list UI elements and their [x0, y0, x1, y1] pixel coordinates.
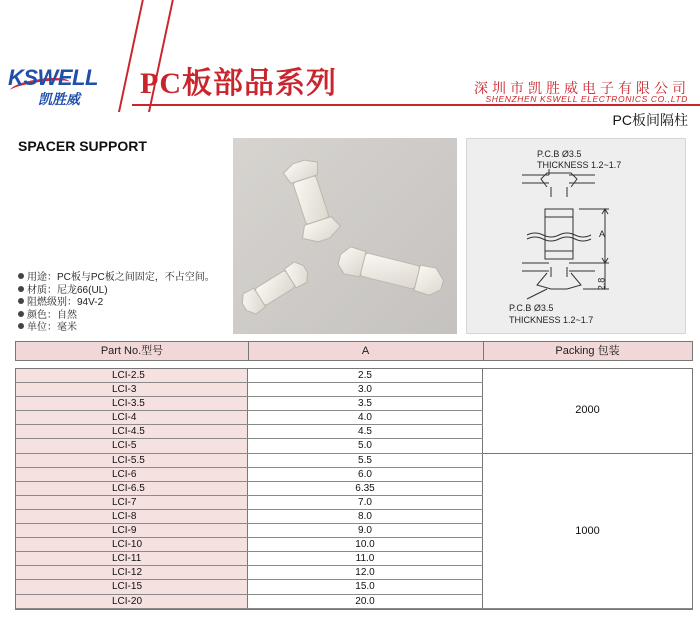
part-number-cell: LCI-3.5: [16, 397, 248, 410]
dimension-a-cell: 9.0: [248, 524, 483, 537]
part-number-cell: LCI-7: [16, 496, 248, 509]
part-number-cell: LCI-6: [16, 468, 248, 481]
drawing-label-top-thickness: THICKNESS 1.2~1.7: [537, 160, 622, 170]
spec-item: 颜色：自然: [18, 310, 215, 323]
dimension-a-label: A: [599, 229, 606, 239]
spacer-part-image: [280, 156, 343, 246]
product-photo: [233, 138, 457, 334]
part-number-cell: LCI-6.5: [16, 482, 248, 495]
column-header-part-no: Part No.型号: [16, 342, 249, 360]
part-number-cell: LCI-10: [16, 538, 248, 551]
dimension-a-cell: 4.0: [248, 411, 483, 424]
dimension-a-cell: 8.0: [248, 510, 483, 523]
company-name-en: SHENZHEN KSWELL ELECTRONICS CO.,LTD: [485, 94, 688, 104]
drawing-lines: [467, 139, 685, 333]
packing-cell: 1000: [483, 454, 692, 608]
bullet-icon: [18, 286, 24, 292]
part-number-cell: LCI-4: [16, 411, 248, 424]
bullet-icon: [18, 298, 24, 304]
dimension-a-cell: 20.0: [248, 595, 483, 608]
header-rule: [132, 104, 700, 106]
logo-text-cn: 凯胜威: [38, 91, 80, 107]
part-number-cell: LCI-15: [16, 580, 248, 593]
drawing-label-bottom-pcb: P.C.B Ø3.5: [509, 303, 554, 313]
dimension-a-cell: 2.5: [248, 369, 483, 382]
dimension-a-cell: 3.5: [248, 397, 483, 410]
spec-item: 用途：PC板与PC板之间固定，不占空间。: [18, 272, 215, 285]
spec-item: 阻燃级别：94V-2: [18, 297, 215, 310]
table-header: [15, 341, 693, 361]
drawing-label-bottom-thickness: THICKNESS 1.2~1.7: [509, 315, 594, 325]
bullet-icon: [18, 311, 24, 317]
part-number-cell: LCI-5: [16, 439, 248, 452]
kswell-logo: [8, 65, 118, 105]
part-number-cell: LCI-9: [16, 524, 248, 537]
product-title: SPACER SUPPORT: [18, 138, 147, 154]
part-number-cell: LCI-8: [16, 510, 248, 523]
packing-cell: 2000: [483, 369, 692, 453]
dimension-a-cell: 12.0: [248, 566, 483, 579]
part-number-cell: LCI-5.5: [16, 454, 248, 467]
bullet-icon: [18, 273, 24, 279]
column-header-packing: Packing 包装: [555, 345, 620, 357]
part-number-cell: LCI-3: [16, 383, 248, 396]
dimension-a-cell: 10.0: [248, 538, 483, 551]
dimension-2-8-label: 2.8: [596, 277, 607, 291]
drawing-label-top-pcb: P.C.B Ø3.5: [537, 149, 582, 159]
logo-text-en: KSWELL: [8, 65, 98, 90]
technical-drawing: [466, 138, 686, 334]
column-header-a: A: [248, 342, 484, 360]
spec-item: 材质：尼龙66(UL): [18, 285, 215, 298]
spec-item: 单位：毫米: [18, 322, 215, 335]
dimension-a-cell: 15.0: [248, 580, 483, 593]
dimension-a-cell: 4.5: [248, 425, 483, 438]
product-name-cn: PC板间隔柱: [612, 112, 688, 128]
spec-list: [18, 272, 215, 335]
dimension-a-cell: 11.0: [248, 552, 483, 565]
spacer-part-image: [238, 259, 312, 318]
dimension-a-cell: 5.5: [248, 454, 483, 467]
table-body: [15, 368, 693, 610]
dimension-a-cell: 6.35: [248, 482, 483, 495]
part-number-cell: LCI-4.5: [16, 425, 248, 438]
part-number-cell: LCI-11: [16, 552, 248, 565]
bullet-icon: [18, 323, 24, 329]
company-name-cn: 深圳市凯胜威电子有限公司: [474, 80, 690, 96]
spacer-part-image: [336, 245, 446, 298]
dimension-a-cell: 3.0: [248, 383, 483, 396]
dimension-a-cell: 6.0: [248, 468, 483, 481]
part-number-cell: LCI-12: [16, 566, 248, 579]
dimension-a-cell: 5.0: [248, 439, 483, 452]
part-number-cell: LCI-20: [16, 595, 248, 608]
series-title: PC板部品系列: [140, 67, 337, 100]
part-number-cell: LCI-2.5: [16, 369, 248, 382]
dimension-a-cell: 7.0: [248, 496, 483, 509]
